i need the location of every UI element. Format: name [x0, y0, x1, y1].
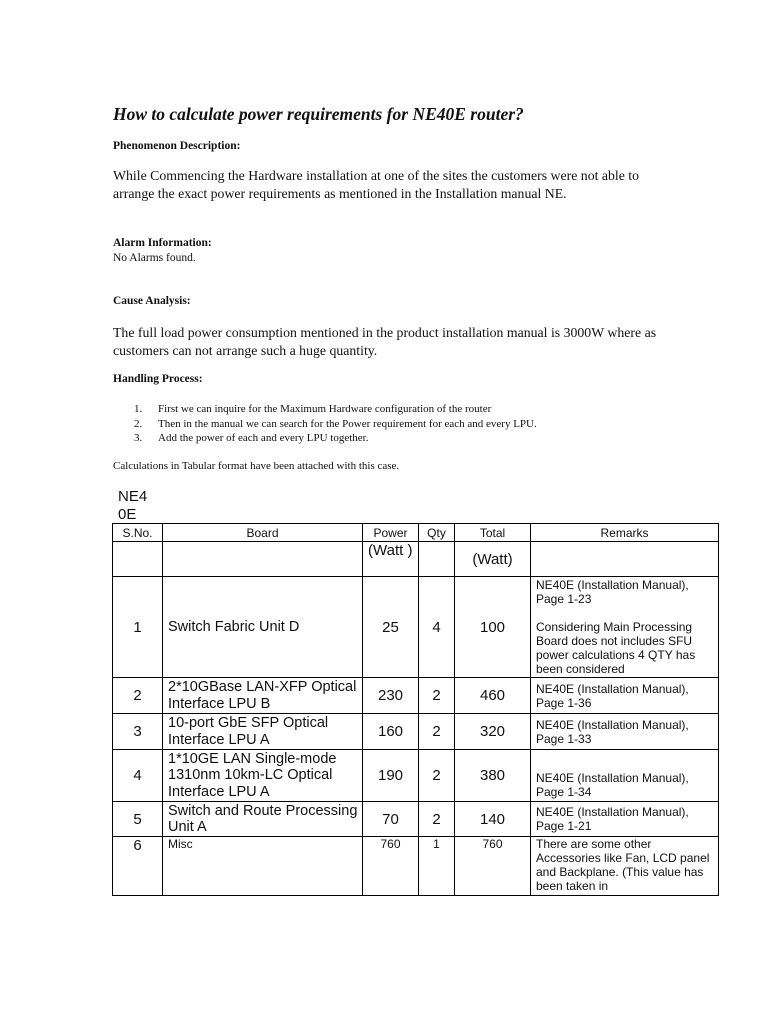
- row-board: 1*10GE LAN Single-mode 1310nm 10km-LC Optical Interface LPU A: [163, 750, 363, 802]
- table-row: [113, 678, 719, 714]
- power-table: [112, 523, 719, 896]
- handling-steps-list: [113, 402, 673, 446]
- column-header-power: Power: [363, 524, 419, 542]
- row-power: 230: [363, 678, 419, 714]
- empty-cell: [113, 542, 163, 577]
- row-total: 380: [455, 750, 531, 802]
- step-number: 1.: [134, 403, 143, 415]
- empty-cell: [531, 542, 719, 577]
- table-row: [113, 837, 719, 896]
- phenomenon-heading: Phenomenon Description:: [113, 140, 241, 152]
- document-title: How to calculate power requirements for NE40E router?: [113, 104, 524, 124]
- row-power: 160: [363, 714, 419, 750]
- empty-cell: [163, 542, 363, 577]
- step-number: 3.: [134, 432, 143, 444]
- row-total: 140: [455, 802, 531, 837]
- table-header-row: [113, 524, 719, 542]
- column-header-board: Board: [163, 524, 363, 542]
- row-board: Switch Fabric Unit D: [163, 577, 363, 678]
- row-total: 460: [455, 678, 531, 714]
- table-row: [113, 714, 719, 750]
- step-text: First we can inquire for the Maximum Hardware configuration of the router: [158, 403, 492, 415]
- row-qty: 1: [419, 837, 455, 896]
- phenomenon-text: While Commencing the Hardware installation at one of the sites the customers were not able to arrange the exact power requirements as mentioned in the Installation manual NE.: [113, 168, 640, 201]
- row-sno: 2: [113, 678, 163, 714]
- step-number: 2.: [134, 417, 143, 430]
- row-power: 25: [363, 577, 419, 678]
- row-board: Misc: [163, 837, 363, 896]
- row-board: Switch and Route Processing Unit A: [163, 802, 363, 837]
- row-remarks: NE40E (Installation Manual), Page 1-33: [531, 714, 719, 750]
- cause-text: The full load power consumption mentioned in the product installation manual is 3000W where as customers can not arrange such a huge quantity.: [113, 325, 657, 358]
- row-remarks: NE40E (Installation Manual), Page 1-36: [531, 678, 719, 714]
- row-qty: 2: [419, 678, 455, 714]
- row-power: 70: [363, 802, 419, 837]
- row-power: 190: [363, 750, 419, 802]
- table-title: NE4 0E: [118, 488, 148, 523]
- row-qty: 2: [419, 750, 455, 802]
- row-sno: 1: [113, 577, 163, 678]
- row-total: 760: [455, 837, 531, 896]
- row-board: 2*10GBase LAN-XFP Optical Interface LPU B: [163, 678, 363, 714]
- row-qty: 4: [419, 577, 455, 678]
- column-header-qty: Qty: [419, 524, 455, 542]
- row-qty: 2: [419, 802, 455, 837]
- cause-heading: Cause Analysis:: [113, 295, 191, 307]
- column-header-total: Total: [455, 524, 531, 542]
- list-item: [113, 431, 673, 446]
- step-text: Add the power of each and every LPU together.: [158, 432, 369, 444]
- table-row: [113, 750, 719, 802]
- handling-heading: Handling Process:: [113, 373, 203, 385]
- calculation-note: Calculations in Tabular format have been attached with this case.: [113, 460, 400, 472]
- row-power: 760: [363, 837, 419, 896]
- unit-row: [113, 542, 719, 577]
- column-header-remarks: Remarks: [531, 524, 719, 542]
- remarks-line: NE40E (Installation Manual), Page 1-23: [536, 578, 689, 606]
- column-header-sno: S.No.: [113, 524, 163, 542]
- row-remarks: NE40E (Installation Manual), Page 1-21: [531, 802, 719, 837]
- step-text: Then in the manual we can search for the Power requirement for each and every LPU.: [158, 417, 537, 430]
- table-row: [113, 577, 719, 678]
- row-qty: 2: [419, 714, 455, 750]
- row-sno: 3: [113, 714, 163, 750]
- row-sno: 4: [113, 750, 163, 802]
- alarm-text: No Alarms found.: [113, 252, 196, 264]
- list-item: [113, 402, 673, 417]
- row-sno: 5: [113, 802, 163, 837]
- power-unit: (Watt ): [363, 542, 419, 577]
- list-item: [113, 417, 673, 432]
- remarks-note: Considering Main Processing Board does not includes SFU power calculations 4 QTY has been considered: [536, 620, 696, 676]
- row-remarks: There are some other Accessories like Fan, LCD panel and Backplane. (This value has been taken in: [531, 837, 719, 896]
- row-board: 10-port GbE SFP Optical Interface LPU A: [163, 714, 363, 750]
- table-row: [113, 802, 719, 837]
- row-remarks: NE40E (Installation Manual), Page 1-34: [531, 750, 719, 802]
- row-sno: 6: [113, 837, 163, 896]
- row-total: 100: [455, 577, 531, 678]
- alarm-heading: Alarm Information:: [113, 237, 212, 249]
- row-total: 320: [455, 714, 531, 750]
- total-unit: (Watt): [455, 542, 531, 577]
- row-remarks: [531, 577, 719, 678]
- empty-cell: [419, 542, 455, 577]
